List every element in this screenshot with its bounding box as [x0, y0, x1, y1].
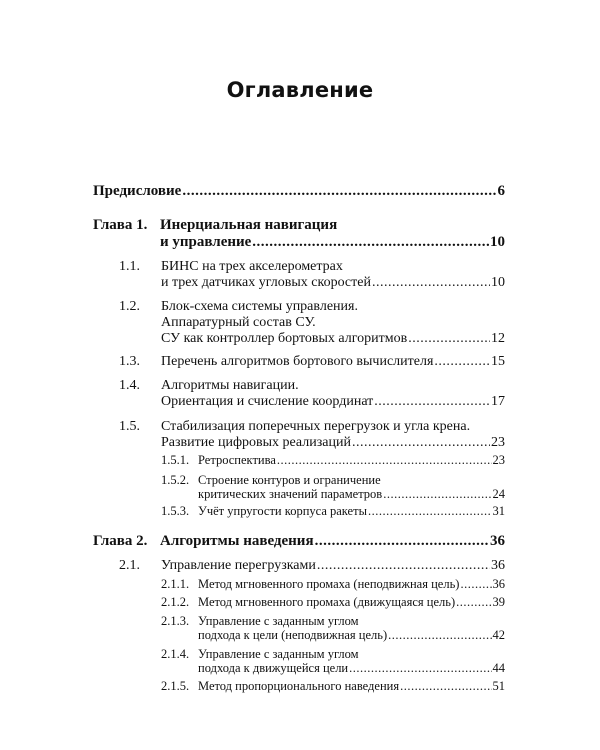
section-title-line: Алгоритмы навигации.	[161, 378, 299, 393]
subsection-number: 2.1.4.	[161, 647, 190, 661]
toc-entry-title: Предисловие	[93, 183, 182, 199]
section-number: 1.1.	[119, 259, 140, 274]
chapter-title-line: Инерциальная навигация	[160, 217, 338, 233]
page-number: 17	[491, 394, 505, 409]
page-number: 39	[492, 595, 505, 609]
section-number: 1.4.	[119, 378, 140, 393]
page-number: 24	[492, 487, 505, 501]
page-number: 42	[492, 628, 505, 642]
page-title: Оглавление	[226, 78, 374, 102]
section-number: 1.3.	[119, 354, 140, 369]
dot-leader	[368, 503, 492, 519]
page-number: 36	[490, 533, 505, 549]
section-title-line: Аппаратурный состав СУ.	[161, 315, 316, 330]
chapter-title-line: и управление	[160, 234, 252, 250]
dot-leader	[372, 274, 490, 291]
subsection-title-line: Управление с заданным углом	[198, 614, 359, 628]
dot-leader	[317, 557, 490, 574]
subsection-number: 2.1.1.	[161, 577, 190, 591]
page-number: 36	[492, 577, 505, 591]
dot-leader	[400, 678, 491, 694]
dot-leader	[374, 393, 490, 410]
page-number: 31	[492, 504, 505, 518]
section-title-line: Стабилизация поперечных перегрузок и угла крена.	[161, 419, 471, 434]
chapter-label: Глава 2.	[93, 533, 148, 549]
subsection-title-line: Учёт упругости корпуса ракеты	[198, 504, 367, 518]
subsection-number: 1.5.3.	[161, 504, 190, 518]
dot-leader	[182, 183, 496, 200]
subsection-number: 2.1.2.	[161, 595, 190, 609]
page-number: 23	[491, 435, 505, 450]
section-title-line: Блок-схема системы управления.	[161, 299, 358, 314]
dot-leader	[315, 533, 489, 550]
page-number: 15	[491, 354, 505, 369]
page-number: 6	[497, 183, 505, 199]
dot-leader	[408, 330, 490, 347]
page-number: 44	[492, 661, 505, 675]
dot-leader	[349, 660, 491, 676]
subsection-title-line: Управление с заданным углом	[198, 647, 359, 661]
subsection-title-line: критических значений параметров	[198, 487, 383, 501]
chapter-title-line: Алгоритмы наведения	[160, 533, 314, 549]
dot-leader	[352, 434, 490, 451]
dot-leader	[277, 452, 492, 468]
page-number: 51	[492, 679, 505, 693]
page-number: 36	[491, 558, 505, 573]
subsection-title-line: подхода к цели (неподвижная цель)	[198, 628, 388, 642]
section-title-line: и трех датчиках угловых скоростей	[161, 275, 371, 290]
subsection-title-line: Метод мгновенного промаха (движущаяся цель)	[198, 595, 456, 609]
page-number: 12	[491, 331, 505, 346]
section-number: 2.1.	[119, 558, 140, 573]
chapter-label: Глава 1.	[93, 217, 148, 233]
subsection-title-line: Ретроспектива	[198, 453, 276, 467]
subsection-title-line: подхода к движущейся цели	[198, 661, 349, 675]
subsection-number: 1.5.1.	[161, 453, 190, 467]
section-title-line: БИНС на трех акселерометрах	[161, 259, 343, 274]
subsection-number: 2.1.3.	[161, 614, 190, 628]
section-title-line: СУ как контроллер бортовых алгоритмов	[161, 331, 408, 346]
page-number: 10	[490, 234, 505, 250]
subsection-title-line: Строение контуров и ограничение	[198, 473, 381, 487]
subsection-number: 1.5.2.	[161, 473, 190, 487]
section-number: 1.2.	[119, 299, 140, 314]
dot-leader	[252, 234, 489, 251]
section-title-line: Управление перегрузками	[161, 558, 316, 573]
section-title-line: Развитие цифровых реализаций	[161, 435, 351, 450]
dot-leader	[388, 627, 491, 643]
toc-entry-preface[interactable]	[93, 183, 505, 200]
dot-leader	[434, 353, 490, 370]
page-number: 10	[491, 275, 505, 290]
section-title-line: Перечень алгоритмов бортового вычислителя	[161, 354, 434, 369]
dot-leader	[456, 594, 491, 610]
subsection-title-line: Метод мгновенного промаха (неподвижная цель)	[198, 577, 460, 591]
dot-leader	[383, 486, 491, 502]
page-number: 23	[492, 453, 505, 467]
dot-leader	[460, 576, 491, 592]
subsection-number: 2.1.5.	[161, 679, 190, 693]
section-number: 1.5.	[119, 419, 140, 434]
subsection-title-line: Метод пропорционального наведения	[198, 679, 400, 693]
section-title-line: Ориентация и счисление координат	[161, 394, 374, 409]
